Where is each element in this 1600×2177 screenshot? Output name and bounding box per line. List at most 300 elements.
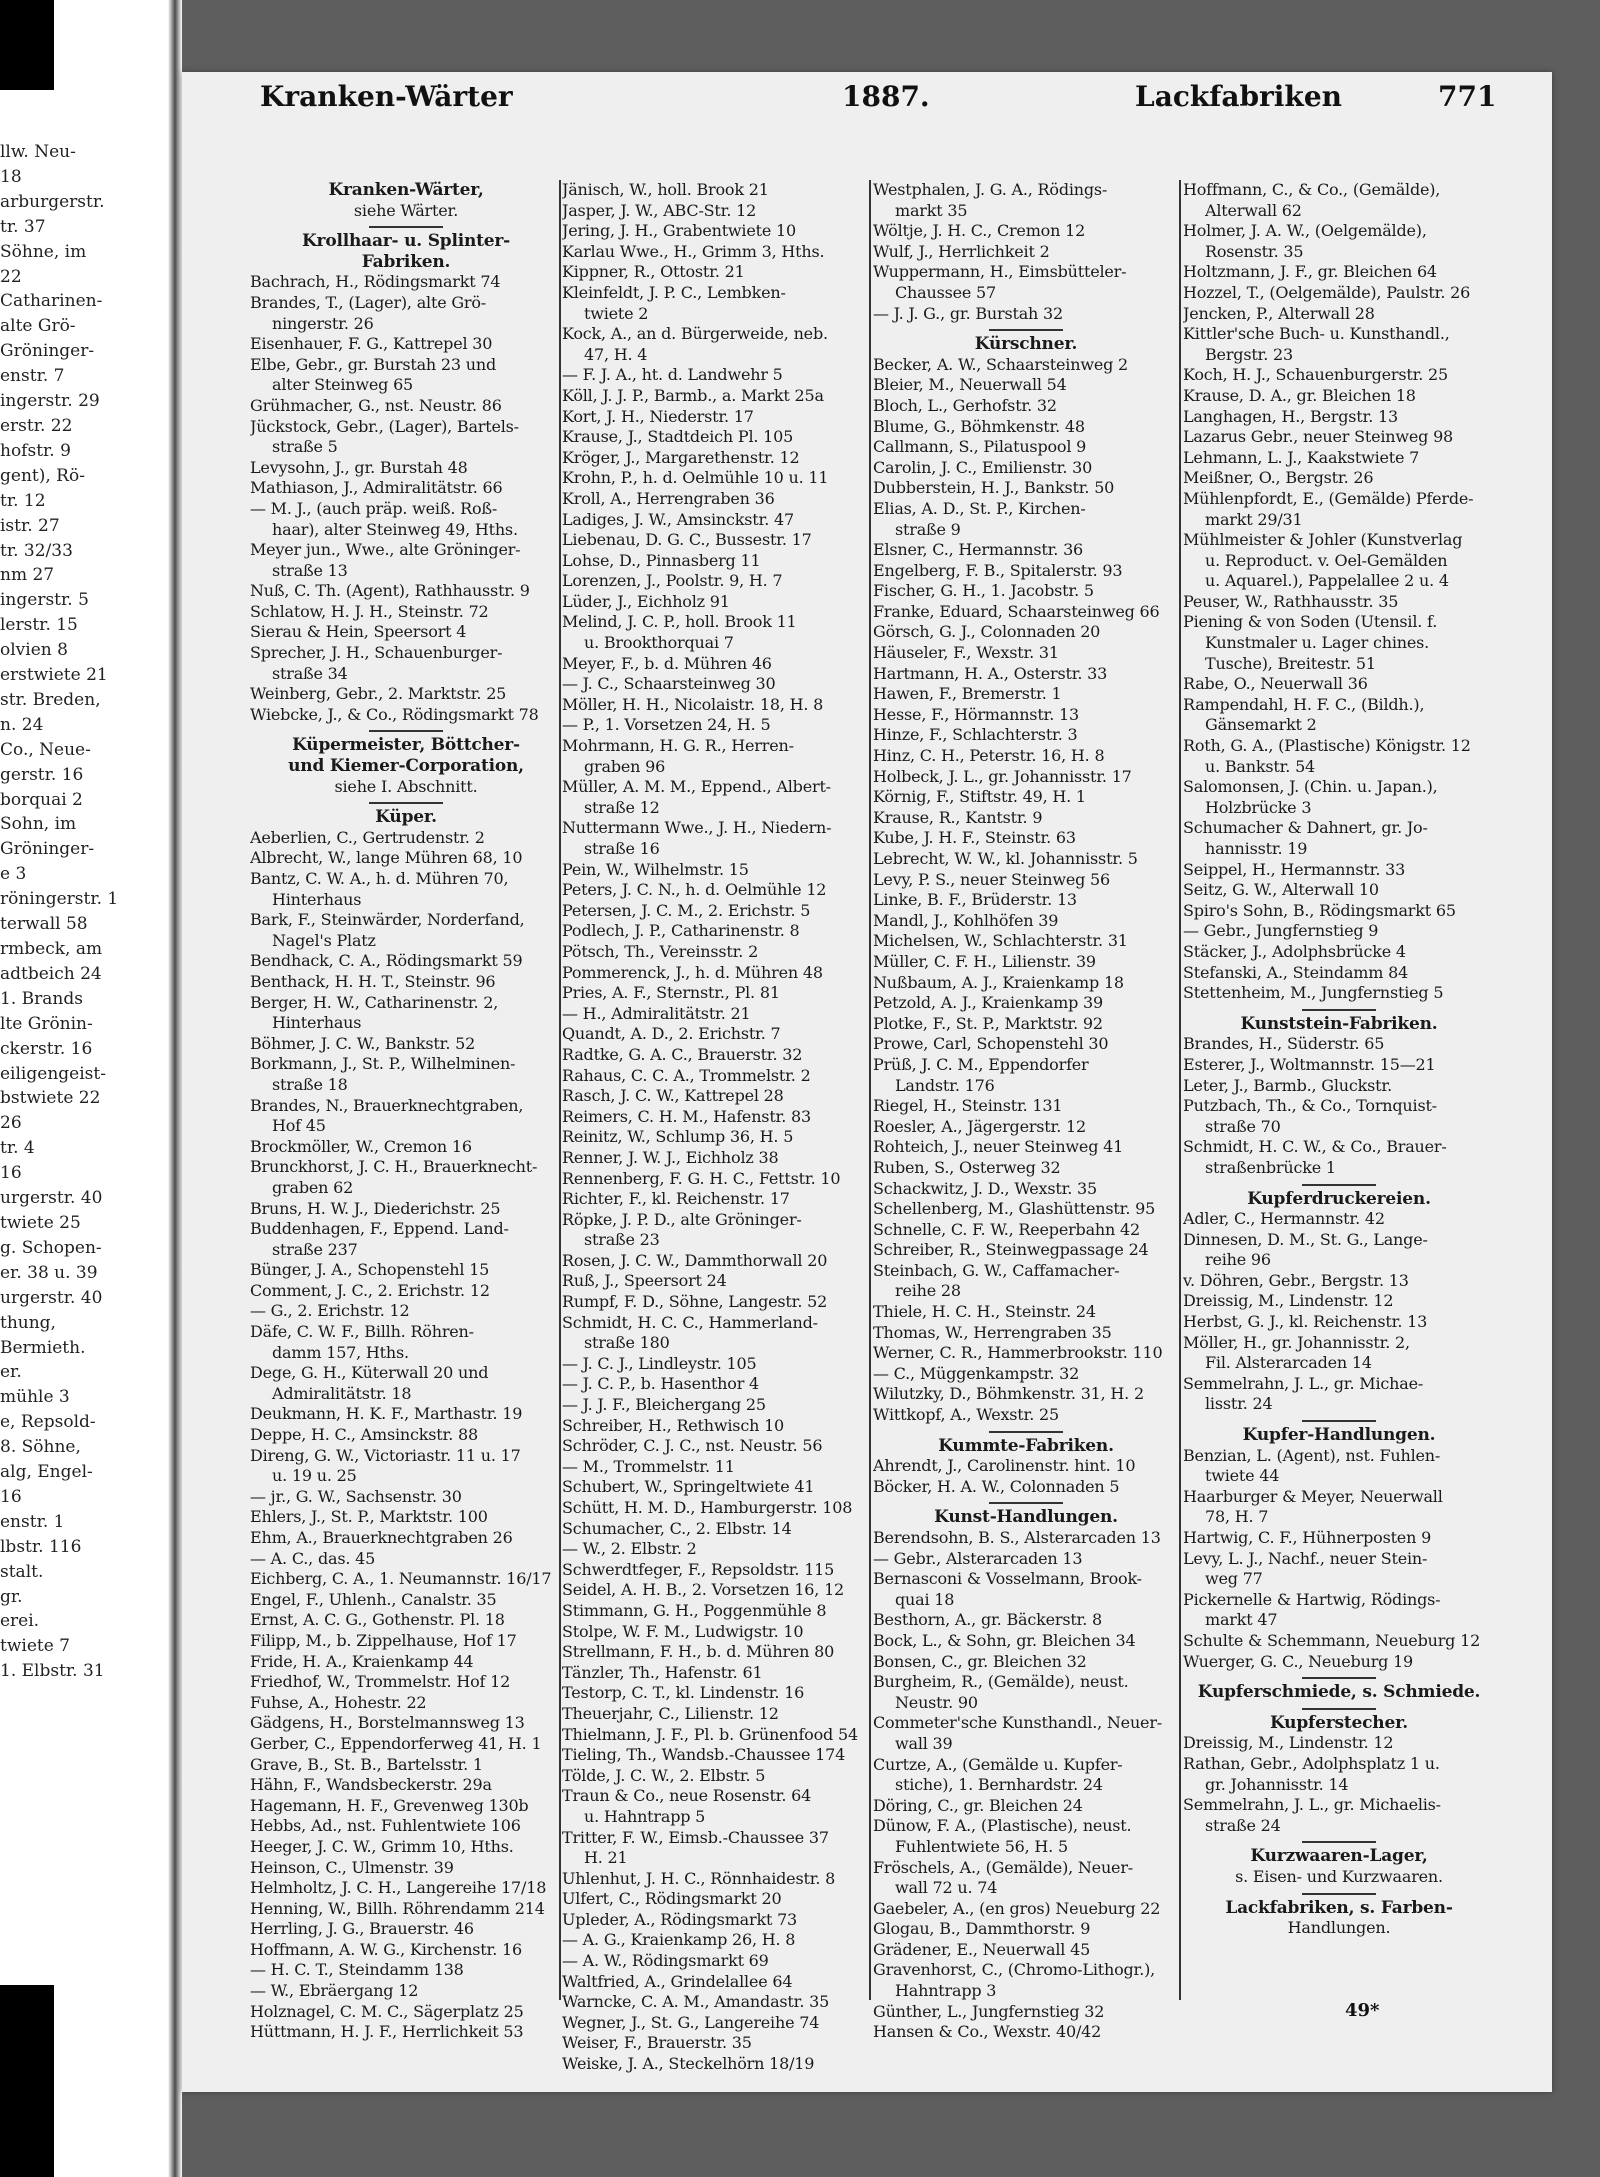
directory-entry: Prüß, J. C. M., Eppendorfer: [873, 1054, 1089, 1074]
entry-continuation: u. Brookthorquai 7: [584, 633, 734, 653]
entry-continuation: straße 34: [272, 663, 348, 683]
directory-entry: Levy, L. J., Nachf., neuer Stein-: [1183, 1548, 1428, 1568]
directory-entry: Fröschels, A., (Gemälde), Neuer-: [873, 1857, 1133, 1877]
directory-entry: Berger, H. W., Catharinenstr. 2,: [250, 992, 499, 1012]
entry-continuation: reihe 28: [895, 1281, 961, 1301]
directory-entry: Möller, H., gr. Johannisstr. 2,: [1183, 1332, 1410, 1352]
directory-entry: Kort, J. H., Niederstr. 17: [562, 406, 754, 426]
directory-entry: Becker, A. W., Schaarsteinweg 2: [873, 354, 1129, 374]
directory-entry: Lohse, D., Pinnasberg 11: [562, 550, 761, 570]
prev-page-line: lte Grönin-: [0, 1013, 93, 1034]
directory-entry: Thiele, H. C. H., Steinstr. 24: [873, 1302, 1096, 1322]
directory-entry: Rabe, O., Neuerwall 36: [1183, 674, 1368, 694]
directory-entry: Lorenzen, J., Poolstr. 9, H. 7: [562, 571, 783, 591]
entry-continuation: Hinterhaus: [272, 1013, 362, 1033]
directory-entry: Friedhof, W., Trommelstr. Hof 12: [250, 1672, 511, 1692]
prev-page-line: enstr. 7: [0, 366, 65, 387]
directory-entry: Schlatow, H. J. H., Steinstr. 72: [250, 601, 489, 621]
directory-entry: Liebenau, D. G. C., Bussestr. 17: [562, 530, 812, 550]
directory-entry: — Gebr., Jungfernstieg 9: [1183, 921, 1379, 941]
directory-entry: Ehlers, J., St. P., Marktstr. 100: [250, 1507, 488, 1527]
entry-continuation: stiche), 1. Bernhardstr. 24: [895, 1775, 1103, 1795]
directory-entry: Döring, C., gr. Bleichen 24: [873, 1795, 1083, 1815]
entry-continuation: Fuhlentwiete 56, H. 5: [895, 1836, 1068, 1856]
entry-continuation: weg 77: [1205, 1569, 1263, 1589]
directory-entry: Mohrmann, H. G. R., Herren-: [562, 736, 794, 756]
section-heading: Kranken-Wärter,: [328, 180, 484, 200]
entry-continuation: haar), alter Steinweg 49, Hths.: [272, 519, 518, 539]
directory-entry: Jering, J. H., Grabentwiete 10: [562, 221, 796, 241]
directory-entry: — J. C., Schaarsteinweg 30: [562, 674, 776, 694]
prev-page-line: 16: [0, 1486, 22, 1507]
prev-page-line: stalt.: [0, 1561, 44, 1582]
section-divider: [1183, 1888, 1495, 1898]
directory-entry: Hansen & Co., Wexstr. 40/42: [873, 2022, 1102, 2042]
entry-continuation: u. Aquarel.), Pappelallee 2 u. 4: [1205, 571, 1449, 591]
directory-entry: Rumpf, F. D., Söhne, Langestr. 52: [562, 1292, 828, 1312]
directory-entry: Haarburger & Meyer, Neuerwall: [1183, 1486, 1443, 1506]
directory-entry: Michelsen, W., Schlachterstr. 31: [873, 931, 1128, 951]
directory-entry: — G., 2. Erichstr. 12: [250, 1301, 410, 1321]
directory-entry: Meißner, O., Bergstr. 26: [1183, 468, 1374, 488]
section-divider: [873, 1497, 1179, 1507]
directory-entry: Mühlenpfordt, E., (Gemälde) Pferde-: [1183, 488, 1474, 508]
directory-entry: Direng, G. W., Victoriastr. 11 u. 17: [250, 1445, 521, 1465]
section-divider: [873, 324, 1179, 334]
section-heading: Kupferdruckereien.: [1247, 1188, 1431, 1209]
directory-entry: Helmholtz, J. C. H., Langereihe 17/18: [250, 1878, 547, 1898]
directory-entry: Ladiges, J. W., Amsinckstr. 47: [562, 509, 794, 529]
entry-continuation: twiete 2: [584, 303, 649, 323]
directory-entry: Reimers, C. H. M., Hafenstr. 83: [562, 1106, 811, 1126]
directory-entry: Podlech, J. P., Catharinenstr. 8: [562, 921, 800, 941]
directory-entry: Dreissig, M., Lindenstr. 12: [1183, 1733, 1394, 1753]
entry-continuation: 78, H. 7: [1205, 1507, 1269, 1527]
directory-entry: Hinz, C. H., Peterstr. 16, H. 8: [873, 746, 1105, 766]
directory-entry: Buddenhagen, F., Eppend. Land-: [250, 1219, 509, 1239]
prev-page-line: Söhne, im: [0, 241, 87, 262]
directory-entry: Rahaus, C. C. A., Trommelstr. 2: [562, 1065, 811, 1085]
entry-continuation: straße 13: [272, 560, 348, 580]
directory-entry: Ehm, A., Brauerknechtgraben 26: [250, 1528, 513, 1547]
entry-continuation: ningerstr. 26: [272, 313, 374, 333]
entry-continuation: straße 18: [272, 1074, 348, 1094]
directory-entry: Nuttermann Wwe., J. H., Niedern-: [562, 818, 832, 838]
directory-entry: Grädener, E., Neuerwall 45: [873, 1939, 1091, 1959]
directory-entry: Thomas, W., Herrengraben 35: [873, 1322, 1112, 1342]
directory-entry: Rohteich, J., neuer Steinweg 41: [873, 1137, 1124, 1157]
directory-entry: Benthack, H. H. T., Steinstr. 96: [250, 971, 496, 991]
directory-entry: Rampendahl, H. F. C., (Bildh.),: [1183, 694, 1425, 714]
entry-continuation: graben 96: [584, 756, 666, 776]
entry-continuation: hannisstr. 19: [1205, 839, 1308, 858]
entry-continuation: Landstr. 176: [895, 1075, 995, 1095]
entry-continuation: markt 35: [895, 200, 968, 220]
prev-page-line: istr. 27: [0, 515, 60, 536]
directory-entry: Richter, F., kl. Reichenstr. 17: [562, 1189, 790, 1209]
entry-continuation: Gänsemarkt 2: [1205, 715, 1317, 735]
prev-page-line: urgerstr. 40: [0, 1287, 103, 1308]
entry-continuation: Fil. Alsterarcaden 14: [1205, 1353, 1372, 1373]
directory-entry: Bleier, M., Neuerwall 54: [873, 375, 1067, 395]
directory-entry: Curtze, A., (Gemälde u. Kupfer-: [873, 1754, 1123, 1774]
directory-entry: Kippner, R., Ottostr. 21: [562, 262, 745, 282]
directory-column-3: [873, 180, 1179, 2043]
prev-page-line: lbstr. 116: [0, 1536, 82, 1557]
directory-column-4: [1183, 180, 1495, 1939]
directory-entry: Grühmacher, G., nst. Neustr. 86: [250, 395, 502, 415]
entry-continuation: 47, H. 4: [584, 344, 648, 364]
directory-entry: Schumacher & Dahnert, gr. Jo-: [1183, 818, 1428, 838]
directory-entry: Quandt, A. D., 2. Erichstr. 7: [562, 1024, 781, 1044]
entry-continuation: Tusche), Breitestr. 51: [1205, 653, 1376, 673]
section-heading: Küpermeister, Böttcher-: [292, 735, 520, 756]
directory-entry: Seitz, G. W., Alterwall 10: [1183, 880, 1379, 900]
directory-entry: — Gebr., Alsterarcaden 13: [873, 1548, 1083, 1568]
directory-entry: Prowe, Carl, Schopenstehl 30: [873, 1034, 1109, 1054]
directory-entry: Mandl, J., Kohlhöfen 39: [873, 910, 1059, 930]
entry-continuation: u. 19 u. 25: [272, 1466, 357, 1486]
entry-continuation: straße 237: [272, 1239, 358, 1259]
directory-entry: Hoffmann, A. W. G., Kirchenstr. 16: [250, 1939, 522, 1959]
directory-entry: Henning, W., Billh. Röhrendamm 214: [250, 1898, 545, 1918]
prev-page-line: ingerstr. 29: [0, 391, 100, 412]
directory-entry: Franke, Eduard, Schaarsteinweg 66: [873, 601, 1160, 621]
section-note: s. Eisen- und Kurzwaaren.: [1235, 1866, 1443, 1886]
directory-entry: Testorp, C. T., kl. Lindenstr. 16: [562, 1683, 805, 1703]
directory-entry: v. Döhren, Gebr., Bergstr. 13: [1183, 1270, 1409, 1290]
book-gutter: [168, 0, 182, 2177]
directory-entry: Wöltje, J. H. C., Cremon 12: [873, 221, 1086, 241]
directory-entry: Langhagen, H., Bergstr. 13: [1183, 406, 1398, 426]
prev-page-line: e, Repsold-: [0, 1412, 96, 1433]
section-note: siehe I. Abschnitt.: [334, 776, 478, 796]
directory-entry: Seidel, A. H. B., 2. Vorsetzen 16, 12: [562, 1580, 845, 1600]
entry-continuation: Alterwall 62: [1205, 200, 1302, 220]
directory-entry: — C., Müggenkampstr. 32: [873, 1363, 1080, 1383]
directory-entry: Elias, A. D., St. P., Kirchen-: [873, 498, 1086, 518]
directory-entry: Riegel, H., Steinstr. 131: [873, 1096, 1063, 1116]
directory-entry: Dubberstein, H. J., Bankstr. 50: [873, 478, 1115, 498]
directory-entry: Koch, H. J., Schauenburgerstr. 25: [1183, 365, 1449, 385]
directory-entry: Fride, H. A., Kraienkamp 44: [250, 1651, 474, 1671]
directory-entry: Rennenberg, F. G. H. C., Fettstr. 10: [562, 1168, 841, 1188]
directory-entry: Sierau & Hein, Speersort 4: [250, 622, 467, 642]
directory-entry: Esterer, J., Woltmannstr. 15—21: [1183, 1054, 1436, 1074]
section-heading: Kurzwaaren-Lager,: [1250, 1846, 1428, 1867]
directory-entry: Schumacher, C., 2. Elbstr. 14: [562, 1518, 792, 1538]
directory-entry: Hozzel, T., (Oelgemälde), Paulstr. 26: [1183, 282, 1471, 302]
directory-entry: Ruben, S., Osterweg 32: [873, 1157, 1061, 1177]
prev-page-line: hofstr. 9: [0, 440, 71, 461]
directory-entry: Lüder, J., Eichholz 91: [562, 591, 730, 611]
prev-page-line: terwall 58: [0, 914, 88, 935]
entry-continuation: Hof 45: [272, 1116, 326, 1136]
entry-continuation: Nagel's Platz: [272, 930, 376, 950]
directory-entry: Roth, G. A., (Plastische) Königstr. 12: [1183, 736, 1471, 756]
prev-page-line: ingerstr. 5: [0, 590, 89, 611]
directory-entry: Burgheim, R., (Gemälde), neust.: [873, 1672, 1129, 1692]
prev-page-line: Bermieth.: [0, 1337, 86, 1358]
prev-page-line: 18: [0, 166, 22, 187]
prev-page-line: 26: [0, 1113, 22, 1134]
directory-entry: Jasper, J. W., ABC-Str. 12: [562, 200, 757, 220]
scan-edge-bottom: [0, 1985, 54, 2177]
directory-entry: Dünow, F. A., (Plastische), neust.: [873, 1816, 1132, 1836]
directory-entry: Holmer, J. A. W., (Oelgemälde),: [1183, 221, 1427, 241]
directory-entry: Pommerenck, J., h. d. Mühren 48: [562, 962, 823, 982]
prev-page-line: nm 27: [0, 565, 55, 586]
directory-entry: Ruß, J., Speersort 24: [562, 1271, 727, 1291]
directory-entry: Seippel, H., Hermannstr. 33: [1183, 859, 1406, 879]
section-divider: [1183, 1179, 1495, 1189]
directory-entry: Pein, W., Wilhelmstr. 15: [562, 859, 749, 879]
directory-entry: Stimmann, G. H., Poggenmühle 8: [562, 1600, 827, 1620]
entry-continuation: straße 23: [584, 1230, 660, 1250]
directory-entry: Hartwig, C. F., Hühnerposten 9: [1183, 1528, 1432, 1547]
entry-continuation: Hahntrapp 3: [895, 1981, 997, 2001]
directory-entry: Schütt, H. M. D., Hamburgerstr. 108: [562, 1498, 853, 1517]
directory-entry: Herbst, G. J., kl. Reichenstr. 13: [1183, 1312, 1428, 1332]
directory-entry: Ernst, A. C. G., Gothenstr. Pl. 18: [250, 1610, 505, 1630]
directory-entry: Rathan, Gebr., Adolphsplatz 1 u.: [1183, 1753, 1440, 1773]
directory-entry: Brandes, H., Süderstr. 65: [1183, 1034, 1385, 1054]
prev-page-line: adtbeich 24: [0, 963, 102, 984]
directory-entry: Ahrendt, J., Carolinenstr. hint. 10: [873, 1456, 1136, 1476]
directory-entry: Plotke, F., St. P., Marktstr. 92: [873, 1013, 1103, 1033]
directory-entry: Schnelle, C. F. W., Reeperbahn 42: [873, 1219, 1140, 1239]
entry-continuation: Chaussee 57: [895, 282, 996, 302]
directory-entry: Radtke, G. A. C., Brauerstr. 32: [562, 1044, 803, 1064]
directory-entry: Brockmöller, W., Cremon 16: [250, 1136, 472, 1156]
directory-entry: Bendhack, C. A., Rödingsmarkt 59: [250, 951, 523, 971]
directory-entry: Blume, G., Böhmkenstr. 48: [873, 416, 1085, 436]
entry-continuation: H. 21: [584, 1848, 628, 1868]
directory-entry: Spiro's Sohn, B., Rödingsmarkt 65: [1183, 900, 1456, 920]
prev-page-line: twiete 25: [0, 1212, 81, 1233]
directory-entry: Hagemann, H. F., Grevenweg 130b: [250, 1795, 529, 1815]
directory-entry: Nußbaum, A. J., Kraienkamp 18: [873, 972, 1124, 992]
directory-entry: Müller, A. M. M., Eppend., Albert-: [562, 777, 831, 797]
directory-entry: Kittler'sche Buch- u. Kunsthandl.,: [1183, 324, 1450, 344]
directory-entry: Semmelrahn, J. L., gr. Michaelis-: [1183, 1795, 1441, 1815]
entry-continuation: u. Reproduct. v. Oel-Gemälden: [1205, 550, 1448, 570]
directory-entry: Weiske, J. A., Steckelhörn 18/19: [562, 2054, 815, 2074]
directory-entry: Westphalen, J. G. A., Rödings-: [873, 180, 1108, 199]
running-head-right: Lackfabriken: [1135, 80, 1343, 113]
directory-entry: Krohn, P., h. d. Oelmühle 10 u. 11: [562, 468, 829, 488]
prev-page-line: 1. Elbstr. 31: [0, 1661, 105, 1682]
directory-entry: Schellenberg, M., Glashüttenstr. 95: [873, 1199, 1156, 1219]
directory-entry: Reinitz, W., Schlump 36, H. 5: [562, 1127, 794, 1147]
directory-entry: Jencken, P., Alterwall 28: [1183, 303, 1375, 323]
directory-entry: Schreiber, R., Steinwegpassage 24: [873, 1240, 1149, 1260]
directory-entry: Ulfert, C., Rödingsmarkt 20: [562, 1889, 782, 1909]
directory-entry: Gaebeler, A., (en gros) Neueburg 22: [873, 1898, 1161, 1918]
directory-entry: — W., Ebräergang 12: [250, 1981, 419, 2001]
prev-page-line: olvien 8: [0, 640, 68, 661]
directory-entry: Körnig, F., Stiftstr. 49, H. 1: [873, 787, 1086, 807]
directory-entry: Upleder, A., Rödingsmarkt 73: [562, 1909, 798, 1929]
column-rule: [559, 180, 561, 2000]
prev-page-line: gerstr. 16: [0, 764, 84, 785]
directory-entry: Commeter'sche Kunsthandl., Neuer-: [873, 1713, 1162, 1733]
section-heading: Fabriken.: [361, 251, 451, 272]
entry-continuation: Holzbrücke 3: [1205, 797, 1312, 817]
prev-page-line: erstwiete 21: [0, 665, 108, 686]
prev-page-line: erei.: [0, 1611, 40, 1632]
directory-entry: Häuseler, F., Wexstr. 31: [873, 643, 1059, 663]
directory-entry: Eisenhauer, F. G., Kattrepel 30: [250, 334, 493, 354]
directory-entry: Kleinfeldt, J. P. C., Lembken-: [562, 282, 786, 302]
directory-entry: Benzian, L. (Agent), nst. Fuhlen-: [1183, 1445, 1441, 1465]
directory-entry: Bernasconi & Vosselmann, Brook-: [873, 1569, 1142, 1589]
directory-entry: Traun & Co., neue Rosenstr. 64: [562, 1786, 812, 1806]
directory-entry: Holtzmann, J. F., gr. Bleichen 64: [1183, 262, 1437, 282]
directory-entry: Stäcker, J., Adolphsbrücke 4: [1183, 941, 1406, 961]
section-divider: [1183, 1672, 1495, 1682]
directory-entry: Lazarus Gebr., neuer Steinweg 98: [1183, 427, 1454, 447]
prev-page-line: röningerstr. 1: [0, 889, 119, 910]
directory-entry: Waltfried, A., Grindelallee 64: [562, 1971, 793, 1991]
section-note: Handlungen.: [1287, 1918, 1391, 1938]
entry-continuation: wall 39: [895, 1733, 953, 1753]
directory-entry: Fuhse, A., Hohestr. 22: [250, 1692, 427, 1712]
section-divider: [1183, 1703, 1495, 1713]
directory-entry: Günther, L., Jungfernstieg 32: [873, 2001, 1105, 2021]
directory-entry: — J. C. P., b. Hasenthor 4: [562, 1374, 760, 1394]
directory-entry: Warncke, C. A. M., Amandastr. 35: [562, 1992, 830, 2012]
entry-continuation: lisstr. 24: [1205, 1394, 1273, 1414]
prev-page-line: urgerstr. 40: [0, 1188, 103, 1209]
directory-entry: Dinnesen, D. M., St. G., Lange-: [1183, 1229, 1428, 1249]
directory-entry: — jr., G. W., Sachsenstr. 30: [250, 1486, 462, 1506]
directory-entry: Krause, R., Kantstr. 9: [873, 807, 1043, 827]
directory-entry: Bachrach, H., Rödingsmarkt 74: [250, 272, 501, 292]
directory-entry: Putzbach, Th., & Co., Tornquist-: [1183, 1096, 1437, 1116]
directory-entry: Wegner, J., St. G., Langereihe 74: [562, 2012, 820, 2032]
directory-entry: Bock, L., & Sohn, gr. Bleichen 34: [873, 1630, 1136, 1650]
entry-continuation: straße 16: [584, 839, 660, 858]
directory-entry: Wuerger, G. C., Neueburg 19: [1183, 1651, 1414, 1671]
section-heading: und Kiemer-Corporation,: [288, 756, 524, 777]
directory-entry: Krause, D. A., gr. Bleichen 18: [1183, 385, 1416, 405]
directory-entry: Elbe, Gebr., gr. Burstah 23 und: [250, 354, 497, 374]
prev-page-line: gr.: [0, 1586, 23, 1607]
entry-continuation: Hinterhaus: [272, 889, 362, 909]
prev-page-line: alte Grö-: [0, 316, 76, 337]
directory-entry: Sprecher, J. H., Schauenburger-: [250, 643, 503, 663]
entry-continuation: quai 18: [895, 1589, 955, 1609]
prev-page-line: eiligengeist-: [0, 1063, 106, 1084]
scan-edge-top: [0, 0, 54, 90]
directory-column-1: [250, 180, 562, 2043]
prev-page-line: thung,: [0, 1312, 56, 1333]
directory-entry: Meyer jun., Wwe., alte Gröninger-: [250, 540, 521, 560]
prev-page-line: g. Schopen-: [0, 1237, 102, 1258]
directory-entry: — A. G., Kraienkamp 26, H. 8: [562, 1930, 796, 1950]
prev-page-line: 22: [0, 266, 22, 287]
prev-page-line: er.: [0, 1362, 22, 1383]
directory-entry: Dege, G. H., Küterwall 20 und: [250, 1363, 489, 1383]
entry-continuation: straße 70: [1205, 1116, 1281, 1136]
directory-entry: Pries, A. F., Sternstr., Pl. 81: [562, 983, 780, 1003]
directory-entry: Gerber, C., Eppendorferweg 41, H. 1: [250, 1733, 542, 1753]
section-divider: [1183, 1836, 1495, 1846]
directory-entry: Rosen, J. C. W., Dammthorwall 20: [562, 1250, 828, 1270]
entry-continuation: Admiralitätstr. 18: [272, 1383, 412, 1403]
directory-entry: Gädgens, H., Borstelmannsweg 13: [250, 1713, 525, 1733]
directory-entry: Carolin, J. C., Emilienstr. 30: [873, 457, 1093, 477]
directory-entry: Petersen, J. C. M., 2. Erichstr. 5: [562, 900, 811, 920]
directory-entry: Semmelrahn, J. L., gr. Michae-: [1183, 1373, 1424, 1393]
directory-entry: Elsner, C., Hermannstr. 36: [873, 540, 1084, 560]
directory-entry: Levysohn, J., gr. Burstah 48: [250, 457, 468, 477]
directory-entry: Holbeck, J. L., gr. Johannisstr. 17: [873, 766, 1132, 786]
prev-page-line: 1. Brands: [0, 988, 83, 1009]
directory-entry: Gravenhorst, C., (Chromo-Lithogr.),: [873, 1960, 1156, 1980]
directory-entry: Schreiber, H., Rethwisch 10: [562, 1415, 785, 1435]
entry-continuation: straße 12: [584, 797, 660, 817]
directory-entry: Heinson, C., Ulmenstr. 39: [250, 1857, 454, 1877]
directory-entry: Herrling, J. G., Brauerstr. 46: [250, 1919, 474, 1939]
directory-entry: Schmidt, H. C. W., & Co., Brauer-: [1183, 1137, 1447, 1157]
directory-entry: Karlau Wwe., H., Grimm 3, Hths.: [562, 241, 825, 261]
directory-entry: Schubert, W., Springeltwiete 41: [562, 1477, 815, 1497]
directory-entry: Mühlmeister & Johler (Kunstverlag: [1183, 530, 1463, 550]
directory-entry: Stolpe, W. F. M., Ludwigstr. 10: [562, 1621, 804, 1641]
prev-page-line: erstr. 22: [0, 415, 73, 436]
entry-continuation: Rosenstr. 35: [1205, 241, 1304, 261]
directory-entry: Leter, J., Barmb., Gluckstr.: [1183, 1075, 1392, 1095]
directory-entry: Grave, B., St. B., Bartelsstr. 1: [250, 1754, 483, 1774]
directory-entry: Piening & von Soden (Utensil. f.: [1183, 612, 1438, 632]
directory-entry: Pötsch, Th., Vereinsstr. 2: [562, 941, 759, 961]
entry-continuation: alter Steinweg 65: [272, 375, 414, 395]
directory-entry: Hawen, F., Bremerstr. 1: [873, 684, 1062, 704]
directory-entry: Callmann, S., Pilatuspool 9: [873, 437, 1087, 457]
directory-entry: Köll, J. J. P., Barmb., a. Markt 25a: [562, 385, 824, 405]
directory-entry: Schröder, C. J. C., nst. Neustr. 56: [562, 1436, 823, 1456]
directory-entry: Hebbs, Ad., nst. Fuhlentwiete 106: [250, 1816, 521, 1836]
section-heading: Kupferschmiede, s. Schmiede.: [1197, 1682, 1481, 1703]
directory-entry: Schmidt, H. C. C., Hammerland-: [562, 1312, 818, 1332]
directory-entry: — H. C. T., Steindamm 138: [250, 1960, 464, 1980]
section-heading: Kürschner.: [974, 334, 1078, 355]
section-divider: [1183, 1004, 1495, 1014]
prev-page-line: tr. 37: [0, 216, 46, 237]
prev-page-line: er. 38 u. 39: [0, 1262, 98, 1283]
prev-page-line: rmbeck, am: [0, 939, 103, 959]
prev-page-line: bstwiete 22: [0, 1088, 101, 1109]
directory-entry: — F. J. A., ht. d. Landwehr 5: [562, 365, 783, 385]
entry-continuation: Neustr. 90: [895, 1692, 978, 1712]
prev-page-line: str. Breden,: [0, 689, 101, 710]
directory-entry: Wulf, J., Herrlichkeit 2: [873, 241, 1050, 261]
prev-page-line: Gröninger-: [0, 341, 95, 362]
directory-entry: Lehmann, L. J., Kaakstwiete 7: [1183, 447, 1420, 467]
directory-entry: Bonsen, C., gr. Bleichen 32: [873, 1651, 1087, 1671]
section-heading: Kunststein-Fabriken.: [1240, 1013, 1438, 1034]
directory-entry: Thielmann, J. F., Pl. b. Grünenfood 54: [562, 1724, 858, 1744]
directory-entry: Holznagel, C. M. C., Sägerplatz 25: [250, 2001, 524, 2021]
directory-entry: Linke, B. F., Brüderstr. 13: [873, 890, 1077, 910]
section-heading: Kummte-Fabriken.: [938, 1435, 1114, 1456]
directory-entry: Weiser, F., Brauerstr. 35: [562, 2033, 752, 2053]
directory-entry: Lebrecht, W. W., kl. Johannisstr. 5: [873, 849, 1138, 868]
directory-entry: Wiebcke, J., & Co., Rödingsmarkt 78: [250, 704, 539, 724]
directory-entry: Däfe, C. W. F., Billh. Röhren-: [250, 1322, 474, 1342]
